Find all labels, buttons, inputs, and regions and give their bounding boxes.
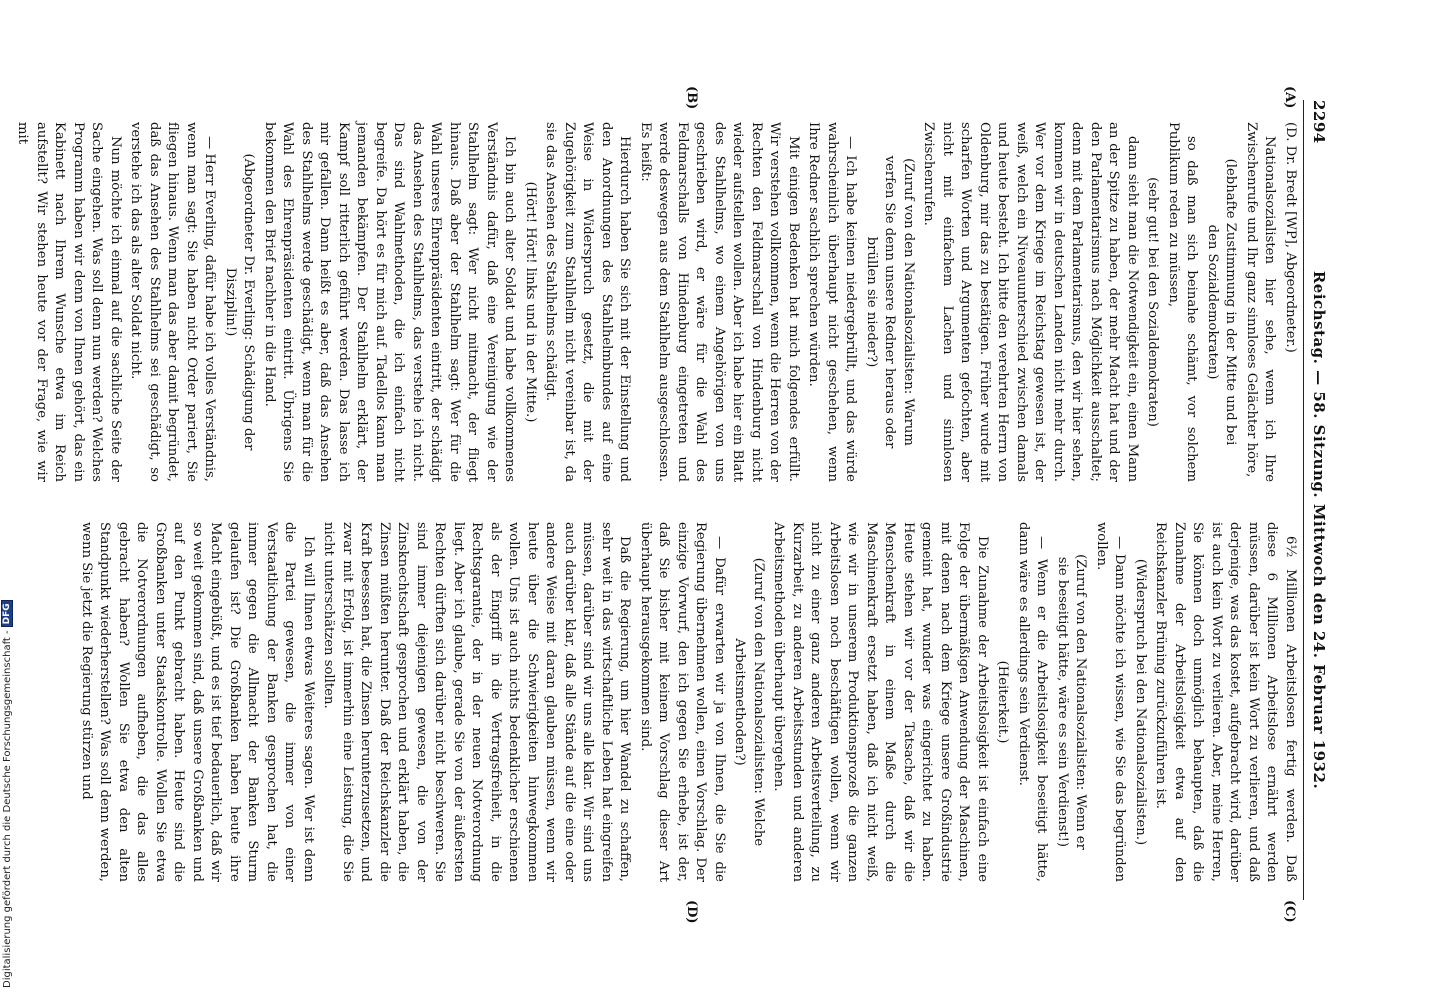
paragraph: Mit einigen Bedenken hat mich folgendes erfüllt. Wir verstehen vollkommen, wenn die Herren von der Rechten den Feldmarschall von Hindenburg nicht wieder aufstellen wollen. Aber ich habe hier ein Blatt des Stahlhelms, wo einem Angehörigen von uns geschrieben wird, er wäre für die Wahl des Feldmarschalls von Hindenburg eingetreten und werde deswegen aus dem Stahlhelm ausgeschlossen. Es heißt: xyxy=(638,122,801,482)
interjection: (lebhafte Zustimmung in der Mitte und bei den Sozialdemokraten) xyxy=(1205,158,1239,446)
margin-marker-d: (D) xyxy=(684,900,699,924)
paragraph: 6½ Millionen Arbeitslosen fertig werden. Daß diese 6 Millionen Arbeitslose ernährt werden müssen, darüber ist kein Wort zu verlieren, und daß derjenige, was das kostet, aufgebracht wird, darüber ist auch kein Wort zu verlieren. Aber, meine Herren, Sie können doch unmöglich behaupten, daß die Zunahme der Arbeitslosigkeit etwa auf den Reichskanzler Brüning zurückzuführen ist. xyxy=(1153,522,1298,882)
paragraph: Hierdurch haben Sie sich mit der Einstellung und den Anordnungen des Stahlhelmbundes auf eine Weise in Widerspruch gesetzt, die mit der Zugehörigkeit zum Stahlhelm nicht vereinbar ist, da sie das Ansehen des Stahlhelms schädigt. xyxy=(543,122,633,482)
paragraph: — Dafür erwarten wir ja von Ihnen, die Sie die Regierung übernehmen wollen, einen Vorschlag. Der einzige Vorwurf, den ich gegen Sie erhebe, ist der, daß Sie bisher mit keinem Vorschlag dieser Art überhaupt herausgekommen sind. xyxy=(638,522,727,882)
text-columns xyxy=(15,86,1299,924)
interjection: (Abgeordneter Dr. Everling: Schädigung der Disziplin!) xyxy=(223,153,257,451)
interjection: (Widerspruch bei den Nationalsozialisten.) xyxy=(1133,558,1148,846)
paragraph: Ich will Ihnen etwas Weiteres sagen. Wer ist denn die Partei gewesen, die immer von einer Verstaatlichung der Banken gesprochen hat, die immer gegen die Allmacht der Banken Sturm gelaufen ist? Die Großbanken haben heute ihre Macht eingebüßt, und es ist tief bedauerlich, daß wir so weit gekommen sind, daß unsere Großbanken und auf den Punkt gebracht haben. Heute sind die Großbanken unter Staatskontrolle. Wollen Sie etwa die Notverordnungen aufheben, die das alles gebracht haben? Wollen Sie etwa den alten Standpunkt wiederherstellen? Was soll denn werden, wenn Sie jetzt die Regierung stürzen und xyxy=(79,522,316,882)
paragraph: Nationalsozialisten hier sehe, wenn ich Ihre Zwischenrufe und Ihr ganz sinnloses Gelächter höre, xyxy=(1244,122,1278,482)
right-column xyxy=(79,500,1299,900)
paragraph: Die Zunahme der Arbeitslosigkeit ist einfach eine Folge der übermäßigen Anwendung der Maschinen, mit denen nach dem Kriege unsere Großindustrie gemeint hat, wunder was eingerichtet zu haben. Heute stehen wir vor der Tatsache, daß wir die Menschenkraft in einem Maße durch die Maschinenkraft ersetzt haben, daß ich nicht weiß, wie wir in unserem Produktionsprozeß die ganzen Arbeitslosen noch beschäftigen wollen, wenn wir nicht zu einer ganz anderen Arbeitsverteilung, zu Kurzarbeit, zu anderen Arbeitsstunden und anderen Arbeitsmethoden überhaupt übergehen. xyxy=(771,522,990,882)
paragraph: Nun möchte ich einmal auf die sachliche Seite der Sache eingehen. Was soll denn nun werden? Welches Programm haben wir denn von Ihnen gehört, das ein Kabinett nach Ihrem Wunsche etwa im Reich aufstellt? Wir stehen heute vor der Frage, wie wir mit xyxy=(15,122,123,482)
interjection: (sehr gut! bei den Sozialdemokraten) xyxy=(1145,177,1161,427)
paragraph: — Ich habe keinen niedergebrüllt, und das würde wahrscheinlich überhaupt nicht geschehen, wenn Ihre Redner sachlich sprechen würden. xyxy=(806,122,859,482)
running-head: Reichstag. — 58. Sitzung. Mittwoch den 24. Februar 1932. xyxy=(1310,270,1328,790)
interjection: (Zuruf von den Nationalsozialisten: Wenn er sie beseitigt hätte, wäre es sein Verdienst!) xyxy=(1055,554,1089,850)
interjection: (Heiterkeit.) xyxy=(995,660,1011,744)
paragraph: — Dann möchte ich wissen, wie Sie das begründen wollen. xyxy=(1094,522,1128,882)
interjection: (Zuruf von den Nationalsozialisten: Warum verfen Sie denn unsere Redner heraus oder brüllen sie nieder?) xyxy=(864,155,916,449)
margin-marker-b: (B) xyxy=(684,86,699,110)
margin-marker-c: (C) xyxy=(1282,900,1297,923)
interjection: (Hört! Hört! links und in der Mitte.) xyxy=(523,181,538,423)
paragraph: — Wenn er die Arbeitslosigkeit beseitigt hätte, dann wäre es allerdings sein Verdienst. xyxy=(1016,522,1050,882)
paragraph: — Herr Everling, dafür habe ich volles Verständnis, wenn man sagt: Sie haben nicht Order pariert, Sie fliegen hinaus. Wenn man das aber damit begründet, daß das Ansehen des Stahlhelms sei geschädigt, so verstehe ich das als alter Soldat nicht. xyxy=(128,122,218,482)
page-header xyxy=(1306,100,1328,900)
left-column xyxy=(15,100,1299,500)
paragraph: Daß die Regierung, um hier Wandel zu schaffen, sehr weit in das wirtschaftliche Leben hat eingreifen müssen, darüber sind wir uns alle klar. Wir sind uns auch darüber klar, daß alle Stände auf die eine oder andere Weise mit daran glauben müssen, wenn wir heute über die Schwierigkeiten hinwegkommen wollen. Uns ist auch nichts bedenklicher erschienen als der Eingriff in die Vertragsfreiheit, in die Rechtsgarantie, der in der neuen Notverordnung liegt. Aber ich glaube, gerade Sie von der äußersten Rechten dürften sich darüber nicht beschweren. Sie sind immer diejenigen gewesen, die von der Zinsknechtschaft gesprochen und erklärt haben, die Zinsen müßten herunter. Daß der Reichskanzler die Kraft besessen hat, die Zinsen herunterzusetzen, und zwar mit Erfolg, ist immerhin eine Leistung, die Sie nicht unterschätzen sollten. xyxy=(321,522,633,882)
speaker-line: (D. Dr. Bredt [WP], Abgeordneter.) xyxy=(1283,122,1298,353)
paragraph: so daß man sich beinahe schämt, vor solchem Publikum reden zu müssen, xyxy=(1166,122,1200,482)
paragraph: Ich bin auch alter Soldat und habe vollkommenes Verständnis dafür, daß eine Vereinigung wie der Stahlhelm sagt: Wer nicht mitmacht, der fliegt hinaus. Daß aber der Stahlhelm sagt: Wer für die Wahl unseres Ehrenpräsidenten eintritt, der schädigt das Ansehen des Stahlhelms, das verstehe ich nicht. Das sind Wahlmethoden, die ich einfach nicht begreife. Da hört es für mich auf. Tadellos kann man jemanden bekämpfen. Der Stahlhelm erklärt, der Kampf soll ritterlich geführt werden. Das lasse ich mir gefallen. Dann heißt es aber, daß das Ansehen des Stahlhelms werde geschädigt, wenn man für die Wahl des Ehrenpräsidenten eintritt. Übrigens Sie bekommen den Brief nachher in die Hand. xyxy=(262,122,518,482)
header-rule xyxy=(1303,100,1304,900)
page-number: 2294 xyxy=(1310,100,1328,144)
interjection: (Zuruf von den Nationalsozialisten: Welche Arbeitsmethoden?) xyxy=(732,557,766,847)
digitization-stamp-text: Digitalisierung gefördert durch die Deutsche Forschungsgemeinschaft - xyxy=(1,630,13,988)
digitization-stamp xyxy=(1,600,13,988)
paragraph: dann sieht man die Notwendigkeit ein, einen Mann an der Spitze zu haben, der mehr Macht hat und der den Parlamentarismus nach Möglichkeit ausschaltet; denn mit dem Parlamentarismus, den wir hier sehen, kommen wir in deutschen Landen nicht mehr durch. Wer vor dem Kriege im Reichstag gewesen ist, der weiß, welch ein Niveauunterschied zwischen damals und heute besteht. Ich bitte den verehrten Herrn von Oldenburg, mir das zu bestätigen. Früher wurde mit scharfen Worten und Argumenten gefochten, aber nicht mit einfachem Lachen und sinnlosen Zwischenrufen. xyxy=(921,122,1140,482)
margin-marker-a: (A) xyxy=(1282,86,1297,109)
dfg-logo-icon: DFG xyxy=(1,600,13,627)
document-page xyxy=(15,86,1330,924)
